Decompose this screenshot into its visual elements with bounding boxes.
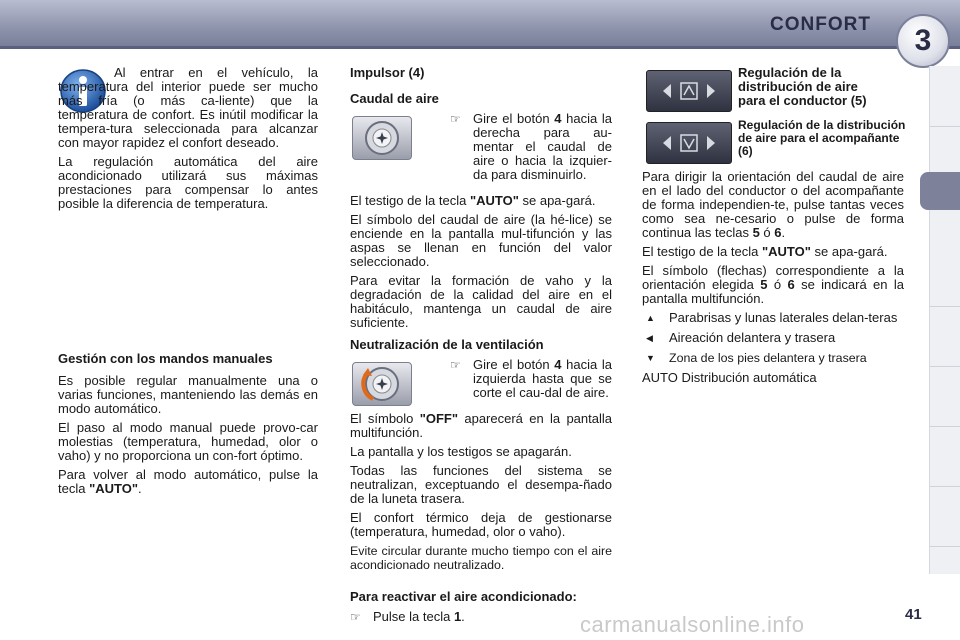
list-item xyxy=(646,351,904,365)
list-item-text: Zona de los pies delantera y trasera xyxy=(669,351,867,365)
airflow-text xyxy=(473,112,612,182)
auto-regulation-paragraph: La regulación automática del aire acondicionado utilizará sus máximas prestaciones para compensar lo antes posible la diferencia de temperatura. xyxy=(58,154,318,211)
arrow-up-icon: ▲ xyxy=(646,313,655,323)
pointing-hand-icon: ☞ xyxy=(350,610,361,624)
auto-light-paragraph xyxy=(642,245,904,259)
text: Para dirigir la orientación del caudal de aire en el lado del conductor o del acompañante de forma independien-te, pulse tantas veces como sea ne-cesario o pulse de forma continua las teclas xyxy=(642,169,904,240)
fan-knob-off-icon xyxy=(352,362,412,406)
auto-light-paragraph xyxy=(350,194,612,208)
manual-p3-text: Para volver al modo automático, pulse la tecla xyxy=(58,467,318,496)
intro-text: Al entrar en el vehículo, la temperatura del interior puede ser mucho más fría (o más ca-liente) que la temperatura de confort. Es inútil modificar la tempera-tura seleccionada para alcanzar con mayor rapidez el confort deseado. xyxy=(58,65,318,150)
warning-paragraph: Evite circular durante mucho tiempo con el aire acondicionado neutralizado. xyxy=(350,544,612,572)
key-number: 6 xyxy=(787,277,795,292)
text: . xyxy=(461,609,465,624)
neutralization-text xyxy=(473,358,612,400)
text: aparecerá en la pantalla multifunción. xyxy=(350,411,612,440)
functions-paragraph: Todas las funciones del sistema se neutralizan, exceptuando el desempa-ñado de la luneta trasera. xyxy=(350,463,612,506)
key-number: 5 xyxy=(760,277,768,292)
text: se apa-gará. xyxy=(810,244,888,259)
airflow-text-a: Gire el botón xyxy=(473,111,555,126)
column-1 xyxy=(58,66,318,216)
chapter-side-tabs xyxy=(929,66,960,574)
neutralization-body xyxy=(350,412,612,624)
off-paragraph xyxy=(350,412,612,440)
auto-key-label: "AUTO" xyxy=(761,244,811,259)
manual-paragraph-3 xyxy=(58,468,318,496)
reactivate-text xyxy=(373,610,465,624)
propeller-paragraph: El símbolo del caudal de aire (la hé-lice) se enciende en la pantalla mul-tifunción y las aspas se llenan en función del valor seleccionado. xyxy=(350,212,612,269)
airflow-body xyxy=(350,194,612,358)
button-number: 4 xyxy=(554,111,562,126)
arrow-left-icon: ◀ xyxy=(646,333,653,343)
auto-key-label: "AUTO" xyxy=(89,481,138,496)
text: hacia la izquierda hasta que se corte el cau-dal de aire. xyxy=(473,357,613,400)
arrow-down-icon: ▼ xyxy=(646,353,655,363)
text: El símbolo xyxy=(350,411,420,426)
orientation-paragraph xyxy=(642,170,904,240)
header-divider xyxy=(0,46,960,49)
chapter-number-badge: 3 xyxy=(896,14,950,68)
text: Gire el botón xyxy=(473,357,555,372)
key-number: 5 xyxy=(752,225,760,240)
list-item-text: Parabrisas y lunas laterales delan-teras xyxy=(669,310,898,325)
punctuation: . xyxy=(138,481,142,496)
text: se apa-gará. xyxy=(518,193,596,208)
passenger-distribution-button-icon xyxy=(646,122,732,164)
mist-paragraph: Para evitar la formación de vaho y la degradación de la calidad del aire en el habitáculo, mantenga un caudal de aire suficiente. xyxy=(350,273,612,330)
key-number: 6 xyxy=(774,225,782,240)
intro-paragraph xyxy=(58,66,318,150)
button-number: 1 xyxy=(453,609,462,624)
text: se indicará en la pantalla multifunción. xyxy=(642,277,904,306)
impulsor-heading: Impulsor (4) xyxy=(350,65,425,80)
chapter-title: CONFORT xyxy=(770,14,871,35)
list-item xyxy=(646,311,904,325)
driver-distribution-button-icon xyxy=(646,70,732,112)
pointing-hand-icon: ☞ xyxy=(450,112,461,126)
text: El testigo de la tecla xyxy=(642,244,762,259)
airflow-heading: Caudal de aire xyxy=(350,91,439,106)
distribution-list xyxy=(642,311,904,365)
auto-distribution-line: AUTO Distribución automática xyxy=(642,370,817,385)
manual-paragraph-1: Es posible regular manualmente una o varias funciones, manteniendo las demás en modo automático. xyxy=(58,373,318,416)
pointing-hand-icon: ☞ xyxy=(450,358,461,372)
list-item xyxy=(646,331,904,345)
text: ó xyxy=(767,277,788,292)
text: El símbolo (flechas) correspondiente a la orientación elegida xyxy=(642,263,904,292)
text: El testigo de la tecla xyxy=(350,193,470,208)
arrows-paragraph xyxy=(642,264,904,306)
off-label: "OFF" xyxy=(419,411,459,426)
list-item-text: Aireación delantera y trasera xyxy=(669,330,836,345)
screen-off-paragraph: La pantalla y los testigos se apagarán. xyxy=(350,444,572,459)
comfort-paragraph: El confort térmico deja de gestionarse (temperatura, humedad, olor o vaho). xyxy=(350,510,612,539)
column-2 xyxy=(350,66,612,116)
page-number: 41 xyxy=(905,606,922,623)
text: . xyxy=(781,225,786,240)
airflow-text-c: hacia la derecha para au-mentar el caudal de aire o hacia la izquier-da para disminuirlo. xyxy=(473,111,613,182)
active-chapter-tab[interactable] xyxy=(920,172,960,210)
fan-knob-icon xyxy=(352,116,412,160)
manual-paragraph-2: El paso al modo manual puede provo-car molestias (temperatura, humedad, olor o vaho) y no proporciona un con-fort óptimo. xyxy=(58,420,318,463)
text: ó xyxy=(759,225,775,240)
airflow-instruction xyxy=(450,112,612,182)
manual-heading: Gestión con los mandos manuales xyxy=(58,351,273,366)
watermark: carmanualsonline.info xyxy=(580,612,805,637)
manual-section xyxy=(58,352,318,501)
neutralization-heading: Neutralización de la ventilación xyxy=(350,337,544,352)
passenger-distribution-heading: Regulación de la distribución de aire para el acompañante (6) xyxy=(738,118,906,158)
reactivate-heading: Para reactivar el aire acondicionado: xyxy=(350,589,577,604)
distribution-body xyxy=(642,170,904,390)
driver-distribution-heading: Regulación de la distribución de aire para el conductor (5) xyxy=(738,65,867,108)
button-number: 4 xyxy=(554,357,562,372)
auto-key-label: "AUTO" xyxy=(469,193,519,208)
text: Pulse la tecla xyxy=(373,609,454,624)
neutralization-instruction xyxy=(450,358,612,400)
